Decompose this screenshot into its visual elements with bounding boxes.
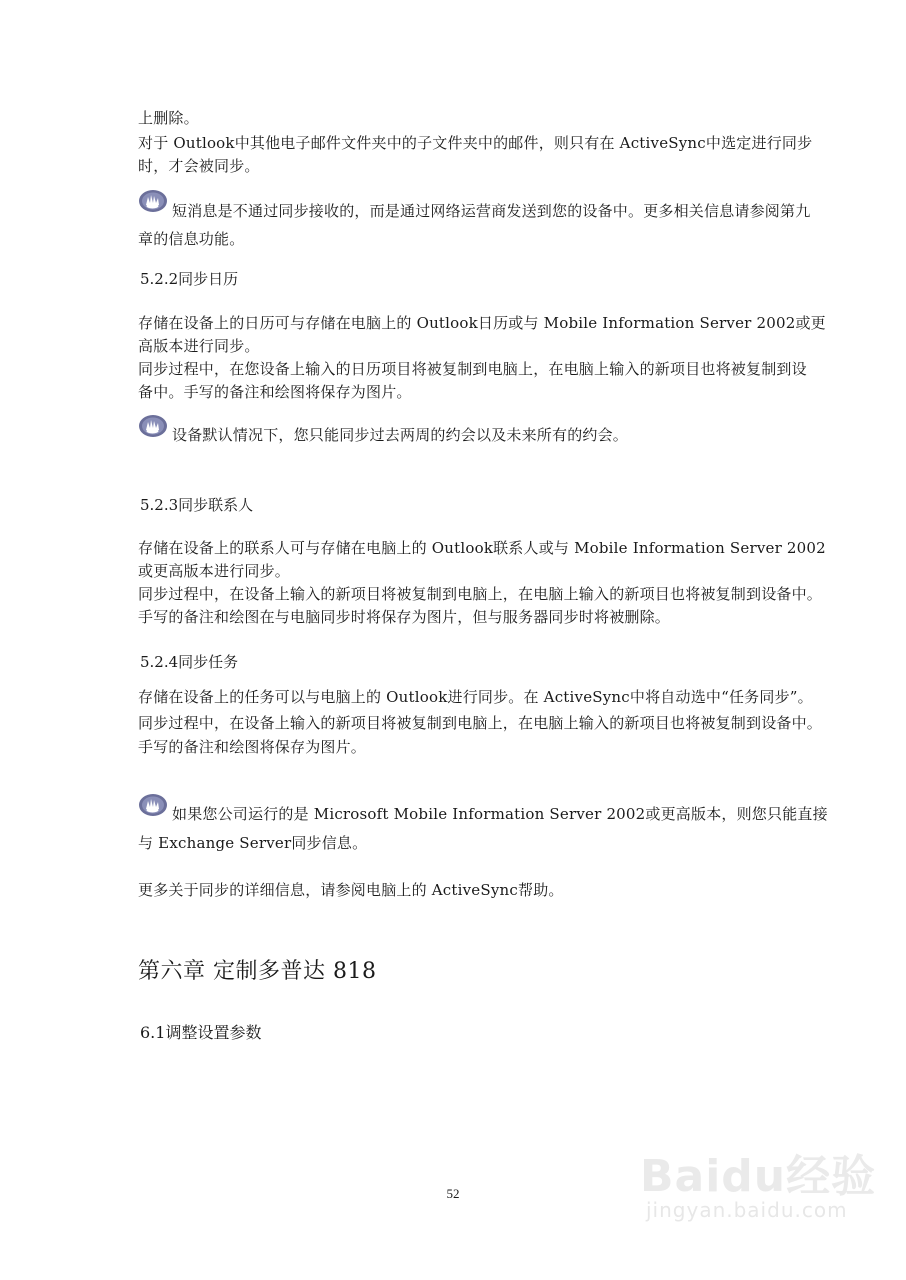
tip-text: 设备默认情况下，您只能同步过去两周的约会以及未来所有的约会。	[172, 426, 629, 444]
body-line: 手写的备注和绘图在与电脑同步时将保存为图片，但与服务器同步时将被删除。	[138, 608, 671, 626]
body-line: 同步过程中，在设备上输入的新项目将被复制到电脑上，在电脑上输入的新项目也将被复制到设备中。	[138, 714, 823, 732]
tip-text: 章的信息功能。	[138, 230, 245, 248]
body-line: 存储在设备上的任务可以与电脑上的 Outlook进行同步。在 ActiveSync中将自动选中“任务同步”。	[138, 688, 813, 706]
section-heading: 5.2.3同步联系人	[140, 496, 254, 514]
body-line: 高版本进行同步。	[138, 337, 260, 355]
body-line: 存储在设备上的联系人可与存储在电脑上的 Outlook联系人或与 Mobile Information Server 2002	[138, 539, 826, 557]
tip-text: 短消息是不通过同步接收的，而是通过网络运营商发送到您的设备中。更多相关信息请参阅第九	[172, 202, 811, 220]
section-heading: 6.1调整设置参数	[140, 1023, 262, 1042]
body-line: 对于 Outlook中其他电子邮件文件夹中的子文件夹中的邮件，则只有在 ActiveSync中选定进行同步	[138, 134, 813, 152]
hand-note-icon	[138, 792, 170, 818]
body-line: 时，才会被同步。	[138, 157, 260, 175]
watermark-logo: Baidu经验	[640, 1151, 877, 1202]
tip-text: 与 Exchange Server同步信息。	[138, 834, 368, 852]
body-line: 同步过程中，在您设备上输入的日历项目将被复制到电脑上，在电脑上输入的新项目也将被复制到设	[138, 360, 807, 378]
baidu-watermark	[640, 1130, 880, 1250]
tip-text: 如果您公司运行的是 Microsoft Mobile Information Server 2002或更高版本，则您只能直接	[172, 805, 828, 823]
page-number: 52	[446, 1186, 460, 1201]
body-line: 上删除。	[138, 109, 199, 127]
body-line: 存储在设备上的日历可与存储在电脑上的 Outlook日历或与 Mobile Information Server 2002或更	[138, 314, 826, 332]
body-line: 备中。手写的备注和绘图将保存为图片。	[138, 383, 412, 401]
section-heading: 5.2.2同步日历	[140, 270, 239, 288]
watermark-url: jingyan.baidu.com	[646, 1198, 848, 1222]
body-line: 或更高版本进行同步。	[138, 562, 291, 580]
hand-note-icon	[138, 413, 170, 439]
body-line: 更多关于同步的详细信息，请参阅电脑上的 ActiveSync帮助。	[138, 881, 564, 899]
section-heading: 5.2.4同步任务	[140, 653, 239, 671]
body-line: 手写的备注和绘图将保存为图片。	[138, 738, 367, 756]
chapter-title: 第六章 定制多普达 818	[138, 959, 377, 984]
body-line: 同步过程中，在设备上输入的新项目将被复制到电脑上，在电脑上输入的新项目也将被复制到设备中。	[138, 585, 823, 603]
hand-note-icon	[138, 188, 170, 214]
